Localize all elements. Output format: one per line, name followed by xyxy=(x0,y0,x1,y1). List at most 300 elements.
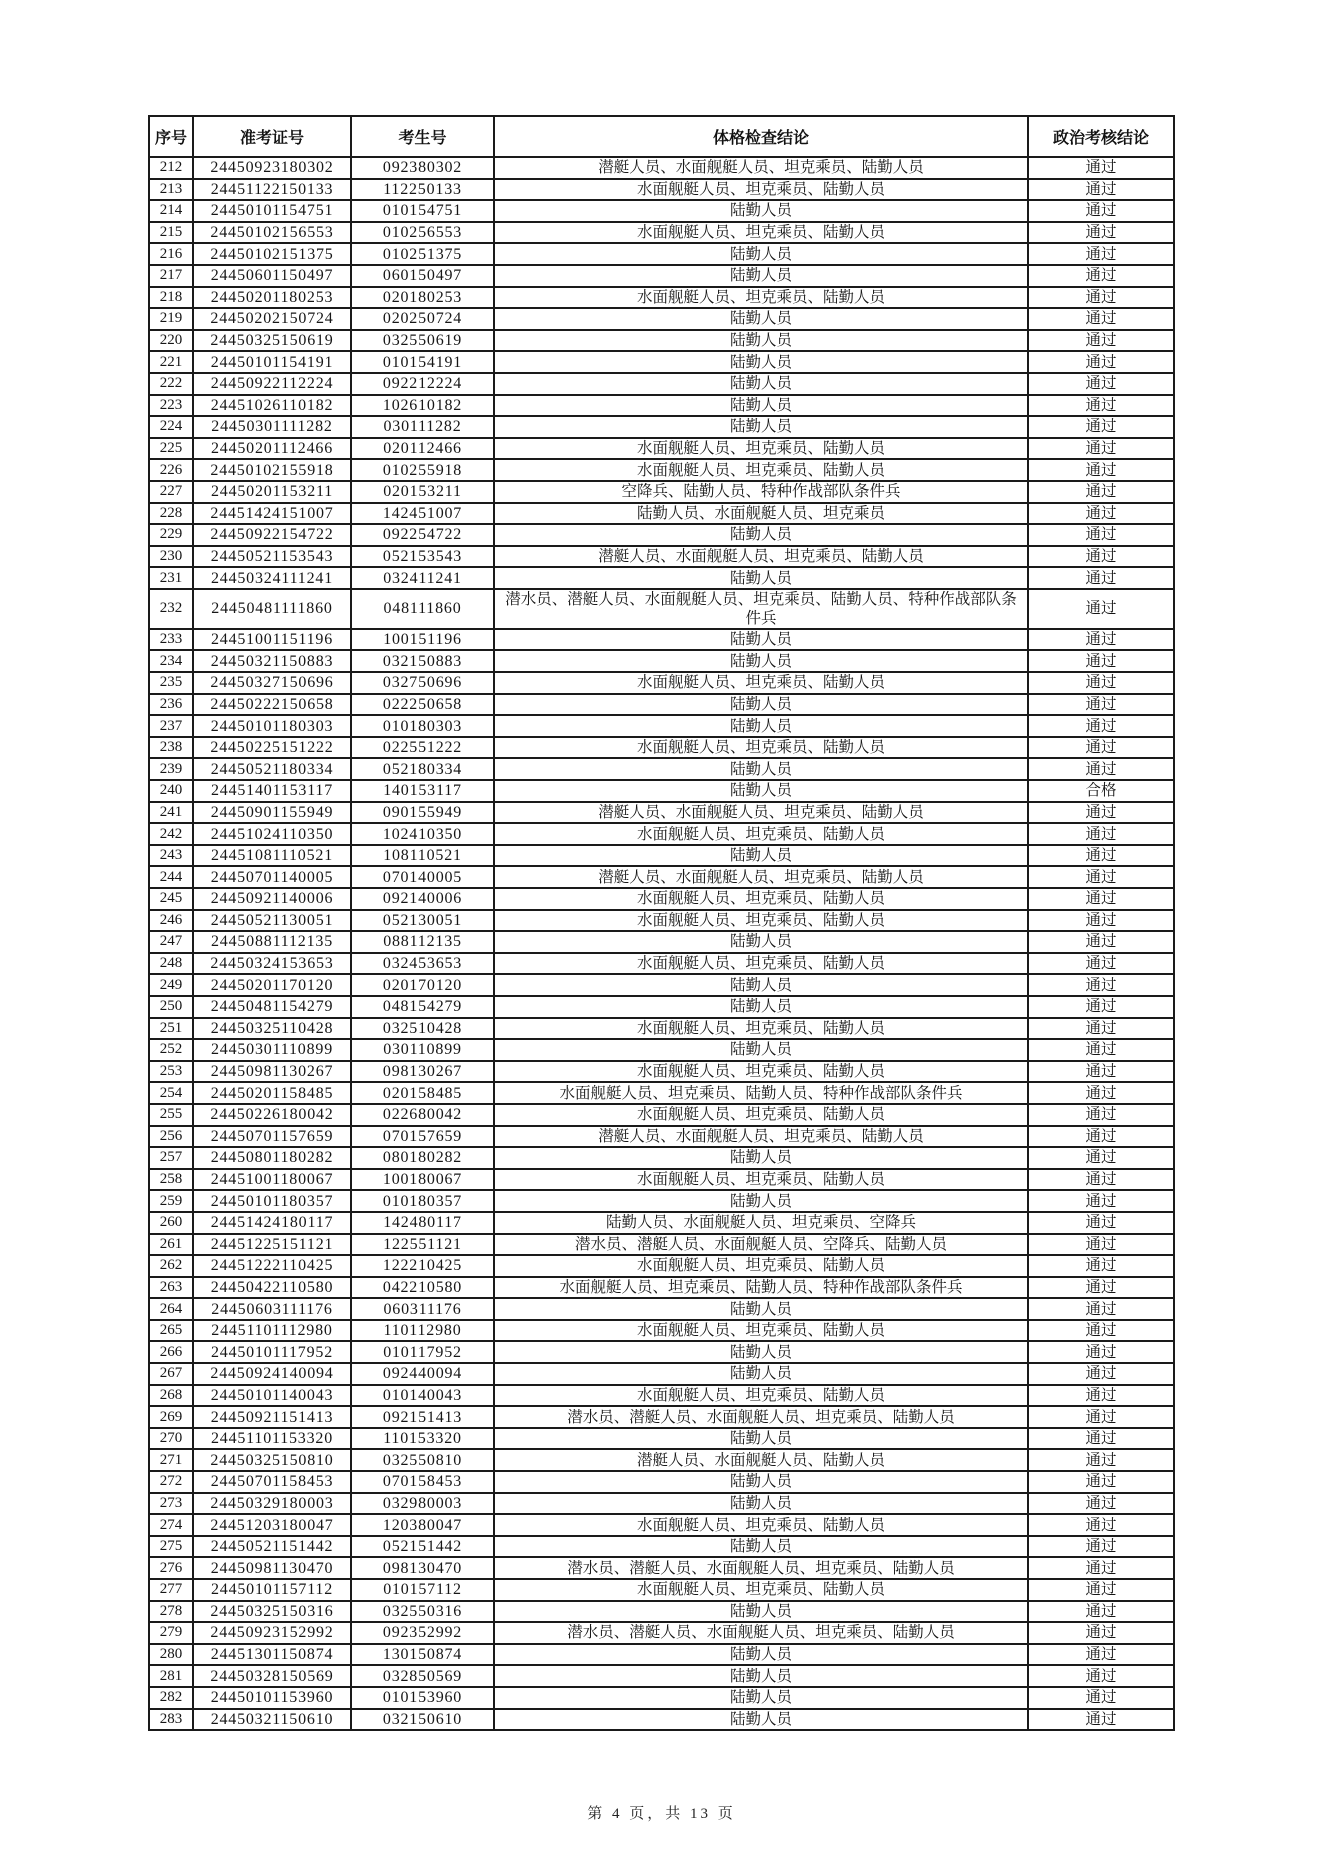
cell-serial: 256 xyxy=(149,1126,193,1148)
cell-political-result: 通过 xyxy=(1028,1104,1174,1126)
table-row xyxy=(149,1514,1174,1536)
cell-political-result: 通过 xyxy=(1028,737,1174,759)
table-row xyxy=(149,308,1174,330)
cell-ticket-no: 24450923180302 xyxy=(193,157,351,179)
cell-physical-result: 陆勤人员 xyxy=(494,1687,1028,1709)
cell-political-result: 通过 xyxy=(1028,330,1174,352)
cell-physical-result: 水面舰艇人员、坦克乘员、陆勤人员 xyxy=(494,672,1028,694)
cell-candidate-no: 032750696 xyxy=(351,672,494,694)
cell-serial: 277 xyxy=(149,1579,193,1601)
cell-candidate-no: 092352992 xyxy=(351,1622,494,1644)
cell-serial: 235 xyxy=(149,672,193,694)
cell-ticket-no: 24451203180047 xyxy=(193,1514,351,1536)
cell-political-result: 通过 xyxy=(1028,672,1174,694)
cell-physical-result: 水面舰艇人员、坦克乘员、陆勤人员、特种作战部队条件兵 xyxy=(494,1277,1028,1299)
cell-candidate-no: 030110899 xyxy=(351,1039,494,1061)
cell-physical-result: 水面舰艇人员、坦克乘员、陆勤人员 xyxy=(494,1255,1028,1277)
cell-serial: 276 xyxy=(149,1557,193,1579)
cell-physical-result: 陆勤人员 xyxy=(494,351,1028,373)
cell-physical-result: 陆勤人员 xyxy=(494,1493,1028,1515)
cell-political-result: 通过 xyxy=(1028,1406,1174,1428)
cell-ticket-no: 24450321150883 xyxy=(193,650,351,672)
cell-serial: 279 xyxy=(149,1622,193,1644)
cell-physical-result: 陆勤人员 xyxy=(494,1298,1028,1320)
table-row xyxy=(149,287,1174,309)
col-header-serial: 序号 xyxy=(149,116,193,157)
cell-candidate-no: 120380047 xyxy=(351,1514,494,1536)
page-number-footer: 第 4 页，共 13 页 xyxy=(587,1806,736,1822)
cell-candidate-no: 030111282 xyxy=(351,416,494,438)
cell-political-result: 通过 xyxy=(1028,1363,1174,1385)
cell-candidate-no: 140153117 xyxy=(351,780,494,802)
cell-physical-result: 潜水员、潜艇人员、水面舰艇人员、坦克乘员、陆勤人员 xyxy=(494,1406,1028,1428)
cell-serial: 245 xyxy=(149,888,193,910)
cell-physical-result: 陆勤人员 xyxy=(494,308,1028,330)
cell-candidate-no: 090155949 xyxy=(351,802,494,824)
cell-ticket-no: 24450325150810 xyxy=(193,1449,351,1471)
cell-physical-result: 水面舰艇人员、坦克乘员、陆勤人员 xyxy=(494,1104,1028,1126)
cell-candidate-no: 032550619 xyxy=(351,330,494,352)
cell-physical-result: 陆勤人员 xyxy=(494,1147,1028,1169)
cell-political-result: 通过 xyxy=(1028,1536,1174,1558)
cell-candidate-no: 010180303 xyxy=(351,715,494,737)
cell-candidate-no: 010251375 xyxy=(351,243,494,265)
cell-candidate-no: 022250658 xyxy=(351,694,494,716)
cell-ticket-no: 24450701158453 xyxy=(193,1471,351,1493)
table-row xyxy=(149,200,1174,222)
cell-physical-result: 陆勤人员 xyxy=(494,1341,1028,1363)
cell-physical-result: 水面舰艇人员、坦克乘员、陆勤人员 xyxy=(494,1061,1028,1083)
cell-political-result: 通过 xyxy=(1028,1622,1174,1644)
cell-serial: 280 xyxy=(149,1644,193,1666)
cell-serial: 268 xyxy=(149,1385,193,1407)
cell-physical-result: 陆勤人员 xyxy=(494,974,1028,996)
cell-physical-result: 陆勤人员 xyxy=(494,694,1028,716)
cell-candidate-no: 020170120 xyxy=(351,974,494,996)
cell-physical-result: 水面舰艇人员、坦克乘员、陆勤人员 xyxy=(494,1018,1028,1040)
cell-ticket-no: 24451024110350 xyxy=(193,823,351,845)
cell-physical-result: 陆勤人员 xyxy=(494,1644,1028,1666)
cell-ticket-no: 24451301150874 xyxy=(193,1644,351,1666)
cell-physical-result: 潜水员、潜艇人员、水面舰艇人员、坦克乘员、陆勤人员 xyxy=(494,1557,1028,1579)
cell-political-result: 通过 xyxy=(1028,931,1174,953)
cell-ticket-no: 24450881112135 xyxy=(193,931,351,953)
cell-serial: 266 xyxy=(149,1341,193,1363)
table-row xyxy=(149,438,1174,460)
cell-ticket-no: 24450101154751 xyxy=(193,200,351,222)
cell-candidate-no: 020153211 xyxy=(351,481,494,503)
cell-physical-result: 陆勤人员 xyxy=(494,243,1028,265)
cell-physical-result: 陆勤人员、水面舰艇人员、坦克乘员 xyxy=(494,503,1028,525)
cell-candidate-no: 102610182 xyxy=(351,395,494,417)
table-row xyxy=(149,694,1174,716)
cell-political-result: 通过 xyxy=(1028,1579,1174,1601)
cell-serial: 272 xyxy=(149,1471,193,1493)
cell-political-result: 通过 xyxy=(1028,866,1174,888)
cell-candidate-no: 010154751 xyxy=(351,200,494,222)
table-row xyxy=(149,1709,1174,1731)
cell-ticket-no: 24450801180282 xyxy=(193,1147,351,1169)
cell-candidate-no: 032150883 xyxy=(351,650,494,672)
cell-political-result: 通过 xyxy=(1028,1147,1174,1169)
cell-political-result: 通过 xyxy=(1028,1039,1174,1061)
cell-candidate-no: 100180067 xyxy=(351,1169,494,1191)
cell-ticket-no: 24451122150133 xyxy=(193,179,351,201)
cell-political-result: 通过 xyxy=(1028,1709,1174,1731)
cell-physical-result: 水面舰艇人员、坦克乘员、陆勤人员 xyxy=(494,1169,1028,1191)
table-row xyxy=(149,1579,1174,1601)
cell-candidate-no: 048154279 xyxy=(351,996,494,1018)
table-row xyxy=(149,1298,1174,1320)
cell-serial: 219 xyxy=(149,308,193,330)
cell-candidate-no: 110112980 xyxy=(351,1320,494,1342)
cell-physical-result: 潜艇人员、水面舰艇人员、坦克乘员、陆勤人员 xyxy=(494,1126,1028,1148)
table-row xyxy=(149,802,1174,824)
cell-ticket-no: 24450102151375 xyxy=(193,243,351,265)
table-row xyxy=(149,629,1174,651)
cell-serial: 258 xyxy=(149,1169,193,1191)
table-row xyxy=(149,1536,1174,1558)
table-row xyxy=(149,481,1174,503)
cell-ticket-no: 24450321150610 xyxy=(193,1709,351,1731)
cell-serial: 267 xyxy=(149,1363,193,1385)
cell-ticket-no: 24450601150497 xyxy=(193,265,351,287)
table-row xyxy=(149,1234,1174,1256)
cell-ticket-no: 24451001151196 xyxy=(193,629,351,651)
cell-ticket-no: 24450301110899 xyxy=(193,1039,351,1061)
cell-serial: 281 xyxy=(149,1665,193,1687)
cell-political-result: 通过 xyxy=(1028,373,1174,395)
cell-physical-result: 陆勤人员 xyxy=(494,1190,1028,1212)
cell-ticket-no: 24450101157112 xyxy=(193,1579,351,1601)
cell-ticket-no: 24450201153211 xyxy=(193,481,351,503)
cell-serial: 222 xyxy=(149,373,193,395)
cell-serial: 218 xyxy=(149,287,193,309)
cell-political-result: 通过 xyxy=(1028,1018,1174,1040)
table-row xyxy=(149,758,1174,780)
cell-candidate-no: 010153960 xyxy=(351,1687,494,1709)
table-row xyxy=(149,416,1174,438)
cell-physical-result: 水面舰艇人员、坦克乘员、陆勤人员 xyxy=(494,823,1028,845)
cell-candidate-no: 010256553 xyxy=(351,222,494,244)
cell-political-result: 通过 xyxy=(1028,459,1174,481)
cell-serial: 274 xyxy=(149,1514,193,1536)
cell-physical-result: 陆勤人员 xyxy=(494,524,1028,546)
table-row xyxy=(149,1039,1174,1061)
cell-ticket-no: 24450328150569 xyxy=(193,1665,351,1687)
cell-ticket-no: 24450329180003 xyxy=(193,1493,351,1515)
table-row xyxy=(149,672,1174,694)
cell-serial: 214 xyxy=(149,200,193,222)
cell-political-result: 通过 xyxy=(1028,1298,1174,1320)
table-row xyxy=(149,373,1174,395)
cell-serial: 227 xyxy=(149,481,193,503)
cell-physical-result: 陆勤人员 xyxy=(494,265,1028,287)
cell-physical-result: 水面舰艇人员、坦克乘员、陆勤人员 xyxy=(494,737,1028,759)
table-row xyxy=(149,1363,1174,1385)
cell-physical-result: 潜艇人员、水面舰艇人员、陆勤人员 xyxy=(494,1449,1028,1471)
cell-serial: 224 xyxy=(149,416,193,438)
cell-physical-result: 水面舰艇人员、坦克乘员、陆勤人员、特种作战部队条件兵 xyxy=(494,1082,1028,1104)
cell-political-result: 通过 xyxy=(1028,1557,1174,1579)
cell-serial: 248 xyxy=(149,953,193,975)
cell-political-result: 通过 xyxy=(1028,351,1174,373)
cell-candidate-no: 092151413 xyxy=(351,1406,494,1428)
cell-physical-result: 陆勤人员 xyxy=(494,715,1028,737)
cell-candidate-no: 032510428 xyxy=(351,1018,494,1040)
cell-physical-result: 陆勤人员 xyxy=(494,996,1028,1018)
cell-candidate-no: 052130051 xyxy=(351,910,494,932)
cell-political-result: 通过 xyxy=(1028,265,1174,287)
cell-physical-result: 陆勤人员 xyxy=(494,1536,1028,1558)
cell-serial: 237 xyxy=(149,715,193,737)
cell-physical-result: 水面舰艇人员、坦克乘员、陆勤人员 xyxy=(494,888,1028,910)
cell-candidate-no: 060311176 xyxy=(351,1298,494,1320)
table-row xyxy=(149,1126,1174,1148)
cell-ticket-no: 24450981130470 xyxy=(193,1557,351,1579)
cell-serial: 257 xyxy=(149,1147,193,1169)
cell-serial: 215 xyxy=(149,222,193,244)
table-row xyxy=(149,715,1174,737)
table-row xyxy=(149,931,1174,953)
cell-ticket-no: 24450923152992 xyxy=(193,1622,351,1644)
table-row xyxy=(149,243,1174,265)
cell-physical-result: 陆勤人员 xyxy=(494,931,1028,953)
cell-ticket-no: 24450226180042 xyxy=(193,1104,351,1126)
cell-ticket-no: 24450481111860 xyxy=(193,589,351,629)
table-row xyxy=(149,974,1174,996)
cell-political-result: 通过 xyxy=(1028,524,1174,546)
table-row xyxy=(149,265,1174,287)
cell-political-result: 通过 xyxy=(1028,1255,1174,1277)
cell-political-result: 通过 xyxy=(1028,1644,1174,1666)
cell-physical-result: 水面舰艇人员、坦克乘员、陆勤人员 xyxy=(494,1385,1028,1407)
table-row xyxy=(149,866,1174,888)
cell-ticket-no: 24450422110580 xyxy=(193,1277,351,1299)
table-row xyxy=(149,996,1174,1018)
cell-ticket-no: 24450521180334 xyxy=(193,758,351,780)
cell-political-result: 通过 xyxy=(1028,1277,1174,1299)
cell-physical-result: 空降兵、陆勤人员、特种作战部队条件兵 xyxy=(494,481,1028,503)
cell-candidate-no: 052180334 xyxy=(351,758,494,780)
cell-serial: 264 xyxy=(149,1298,193,1320)
cell-physical-result: 陆勤人员 xyxy=(494,1665,1028,1687)
cell-ticket-no: 24451101112980 xyxy=(193,1320,351,1342)
cell-political-result: 通过 xyxy=(1028,481,1174,503)
cell-political-result: 通过 xyxy=(1028,1471,1174,1493)
cell-serial: 260 xyxy=(149,1212,193,1234)
cell-political-result: 通过 xyxy=(1028,650,1174,672)
cell-candidate-no: 010157112 xyxy=(351,1579,494,1601)
cell-ticket-no: 24450922154722 xyxy=(193,524,351,546)
cell-candidate-no: 020158485 xyxy=(351,1082,494,1104)
cell-serial: 262 xyxy=(149,1255,193,1277)
cell-political-result: 通过 xyxy=(1028,1169,1174,1191)
cell-serial: 213 xyxy=(149,179,193,201)
cell-candidate-no: 048111860 xyxy=(351,589,494,629)
cell-physical-result: 潜水员、潜艇人员、水面舰艇人员、坦克乘员、陆勤人员、特种作战部队条件兵 xyxy=(494,589,1028,629)
table-row xyxy=(149,1471,1174,1493)
table-row xyxy=(149,179,1174,201)
cell-serial: 254 xyxy=(149,1082,193,1104)
table-row xyxy=(149,222,1174,244)
cell-candidate-no: 080180282 xyxy=(351,1147,494,1169)
table-header-row xyxy=(149,116,1174,157)
cell-candidate-no: 110153320 xyxy=(351,1428,494,1450)
cell-physical-result: 陆勤人员 xyxy=(494,330,1028,352)
table-row xyxy=(149,395,1174,417)
cell-candidate-no: 010140043 xyxy=(351,1385,494,1407)
table-row xyxy=(149,1212,1174,1234)
cell-ticket-no: 24450521153543 xyxy=(193,546,351,568)
table-row xyxy=(149,845,1174,867)
cell-political-result: 通过 xyxy=(1028,758,1174,780)
table-row xyxy=(149,1665,1174,1687)
cell-physical-result: 陆勤人员 xyxy=(494,650,1028,672)
cell-candidate-no: 020180253 xyxy=(351,287,494,309)
table-row xyxy=(149,1449,1174,1471)
cell-ticket-no: 24450225151222 xyxy=(193,737,351,759)
cell-serial: 236 xyxy=(149,694,193,716)
table-row xyxy=(149,823,1174,845)
cell-physical-result: 陆勤人员 xyxy=(494,416,1028,438)
cell-political-result: 通过 xyxy=(1028,1428,1174,1450)
cell-candidate-no: 122551121 xyxy=(351,1234,494,1256)
cell-political-result: 通过 xyxy=(1028,1601,1174,1623)
table-row xyxy=(149,351,1174,373)
cell-ticket-no: 24450921151413 xyxy=(193,1406,351,1428)
cell-serial: 255 xyxy=(149,1104,193,1126)
cell-candidate-no: 098130267 xyxy=(351,1061,494,1083)
cell-political-result: 通过 xyxy=(1028,200,1174,222)
cell-political-result: 通过 xyxy=(1028,1234,1174,1256)
cell-candidate-no: 032980003 xyxy=(351,1493,494,1515)
cell-serial: 238 xyxy=(149,737,193,759)
cell-ticket-no: 24451026110182 xyxy=(193,395,351,417)
table-row xyxy=(149,1385,1174,1407)
cell-physical-result: 陆勤人员 xyxy=(494,1709,1028,1731)
cell-candidate-no: 032453653 xyxy=(351,953,494,975)
cell-serial: 251 xyxy=(149,1018,193,1040)
cell-serial: 232 xyxy=(149,589,193,629)
table-row xyxy=(149,1061,1174,1083)
table-row xyxy=(149,503,1174,525)
cell-ticket-no: 24451401153117 xyxy=(193,780,351,802)
col-header-ticket-no: 准考证号 xyxy=(193,116,351,157)
cell-political-result: 通过 xyxy=(1028,1320,1174,1342)
cell-candidate-no: 052151442 xyxy=(351,1536,494,1558)
table-row xyxy=(149,1255,1174,1277)
col-header-candidate-no: 考生号 xyxy=(351,116,494,157)
cell-candidate-no: 022680042 xyxy=(351,1104,494,1126)
cell-ticket-no: 24450603111176 xyxy=(193,1298,351,1320)
cell-ticket-no: 24450924140094 xyxy=(193,1363,351,1385)
cell-candidate-no: 108110521 xyxy=(351,845,494,867)
cell-serial: 275 xyxy=(149,1536,193,1558)
cell-serial: 282 xyxy=(149,1687,193,1709)
cell-political-result: 通过 xyxy=(1028,715,1174,737)
cell-ticket-no: 24450102156553 xyxy=(193,222,351,244)
cell-political-result: 通过 xyxy=(1028,157,1174,179)
table-row xyxy=(149,1622,1174,1644)
cell-ticket-no: 24450521130051 xyxy=(193,910,351,932)
cell-candidate-no: 010117952 xyxy=(351,1341,494,1363)
cell-political-result: 通过 xyxy=(1028,1493,1174,1515)
cell-serial: 250 xyxy=(149,996,193,1018)
cell-ticket-no: 24450701140005 xyxy=(193,866,351,888)
cell-ticket-no: 24450921140006 xyxy=(193,888,351,910)
cell-physical-result: 潜艇人员、水面舰艇人员、坦克乘员、陆勤人员 xyxy=(494,157,1028,179)
cell-ticket-no: 24451001180067 xyxy=(193,1169,351,1191)
cell-political-result: 通过 xyxy=(1028,438,1174,460)
cell-candidate-no: 052153543 xyxy=(351,546,494,568)
cell-candidate-no: 032150610 xyxy=(351,1709,494,1731)
cell-serial: 241 xyxy=(149,802,193,824)
cell-serial: 243 xyxy=(149,845,193,867)
cell-serial: 246 xyxy=(149,910,193,932)
table-row xyxy=(149,330,1174,352)
cell-ticket-no: 24450202150724 xyxy=(193,308,351,330)
cell-candidate-no: 100151196 xyxy=(351,629,494,651)
cell-candidate-no: 042210580 xyxy=(351,1277,494,1299)
cell-ticket-no: 24450201180253 xyxy=(193,287,351,309)
cell-political-result: 通过 xyxy=(1028,287,1174,309)
table-row xyxy=(149,737,1174,759)
cell-ticket-no: 24450101153960 xyxy=(193,1687,351,1709)
cell-serial: 263 xyxy=(149,1277,193,1299)
cell-serial: 252 xyxy=(149,1039,193,1061)
cell-physical-result: 陆勤人员 xyxy=(494,567,1028,589)
cell-candidate-no: 010255918 xyxy=(351,459,494,481)
cell-candidate-no: 020112466 xyxy=(351,438,494,460)
cell-political-result: 通过 xyxy=(1028,416,1174,438)
cell-physical-result: 潜艇人员、水面舰艇人员、坦克乘员、陆勤人员 xyxy=(494,802,1028,824)
cell-political-result: 通过 xyxy=(1028,1212,1174,1234)
cell-ticket-no: 24451225151121 xyxy=(193,1234,351,1256)
cell-candidate-no: 092212224 xyxy=(351,373,494,395)
table-row xyxy=(149,1406,1174,1428)
table-row xyxy=(149,650,1174,672)
cell-political-result: 通过 xyxy=(1028,546,1174,568)
cell-political-result: 通过 xyxy=(1028,953,1174,975)
cell-political-result: 通过 xyxy=(1028,1341,1174,1363)
cell-ticket-no: 24450981130267 xyxy=(193,1061,351,1083)
cell-political-result: 通过 xyxy=(1028,888,1174,910)
cell-ticket-no: 24451424180117 xyxy=(193,1212,351,1234)
cell-candidate-no: 122210425 xyxy=(351,1255,494,1277)
table-row xyxy=(149,1493,1174,1515)
cell-serial: 283 xyxy=(149,1709,193,1731)
cell-candidate-no: 098130470 xyxy=(351,1557,494,1579)
cell-candidate-no: 092254722 xyxy=(351,524,494,546)
cell-political-result: 通过 xyxy=(1028,823,1174,845)
cell-serial: 259 xyxy=(149,1190,193,1212)
table-row xyxy=(149,1644,1174,1666)
table-row xyxy=(149,589,1174,629)
table-row xyxy=(149,567,1174,589)
cell-physical-result: 水面舰艇人员、坦克乘员、陆勤人员 xyxy=(494,287,1028,309)
cell-candidate-no: 092380302 xyxy=(351,157,494,179)
col-header-physical-result: 体格检查结论 xyxy=(494,116,1028,157)
cell-serial: 253 xyxy=(149,1061,193,1083)
cell-physical-result: 陆勤人员、水面舰艇人员、坦克乘员、空降兵 xyxy=(494,1212,1028,1234)
cell-ticket-no: 24450101180357 xyxy=(193,1190,351,1212)
cell-candidate-no: 142480117 xyxy=(351,1212,494,1234)
cell-political-result: 通过 xyxy=(1028,974,1174,996)
cell-candidate-no: 088112135 xyxy=(351,931,494,953)
cell-serial: 269 xyxy=(149,1406,193,1428)
cell-political-result: 通过 xyxy=(1028,222,1174,244)
